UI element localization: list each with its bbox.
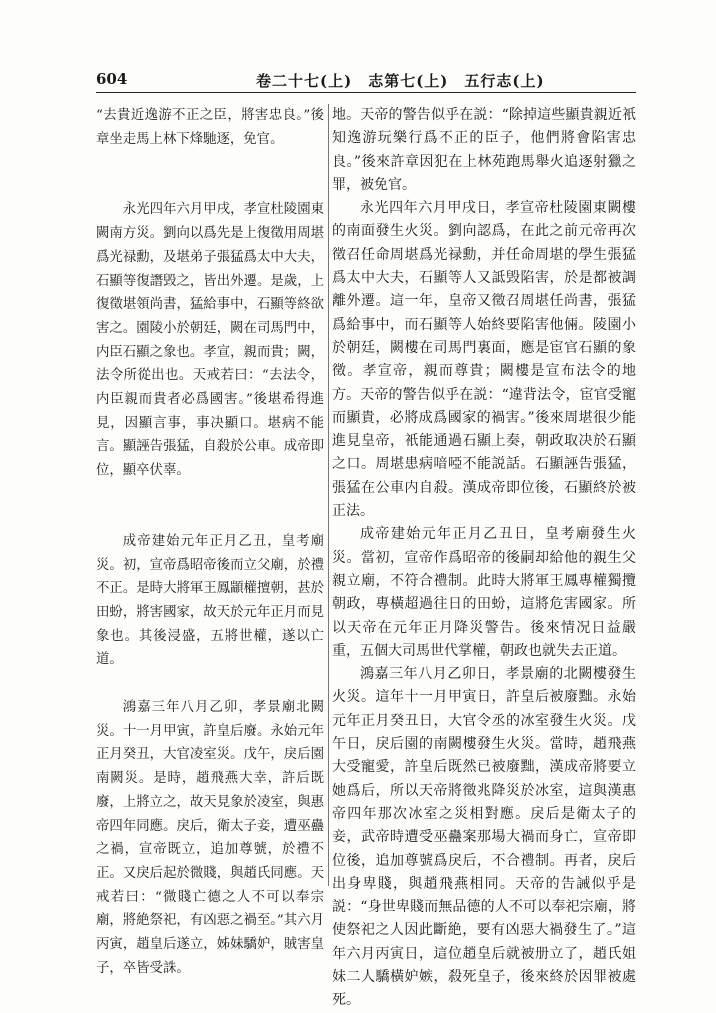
paragraph-gap [96,151,324,198]
classical-paragraph: 成帝建始元年正月乙丑，皇考廟災。初，宣帝爲昭帝後而立父廟，於禮不正。是時大將軍王鳳顓權擅朝，甚於田蚡，將害國家，故天於元年正月而見象也。其後浸盛，五將世權，遂以亡道。 [96,533,324,668]
classical-paragraph: “去貴近逸游不正之臣，將害忠良。”後章坐走馬上林下烽馳逐，免官。 [96,108,324,147]
classical-paragraph: 鴻嘉三年八月乙卯，孝景廟北闕災。十一月甲寅，許皇后廢。永始元年正月癸丑，大官凌室災。戊午，戾后園南闕災。是時，趙飛燕大幸，許后既廢，上將立之，故天見象於凌室，與惠帝四年同應。戾后，衛太子妾，遭巫蠱之禍，宣帝既立，追加尊號，於禮不正。又戾后起於微賤，與趙氏同應。天戒若曰：“微賤亡德之人不可以奉宗廟，將絶祭祀，有凶惡之禍至。”其六月丙寅，趙皇后遂立，姊妹驕妒，賊害皇子，卒皆受誅。 [96,700,324,976]
translation-paragraph: 地。天帝的警告似乎在説：“除掉這些顯貴親近衹知逸游玩樂行爲不正的臣子，他們將會陷害忠良。”後來許章因犯在上林苑跑馬舉火追逐射獵之罪，被免官。 [332,107,636,193]
classical-paragraph: 永光四年六月甲戌，孝宣杜陵園東闕南方災。劉向以爲先是上復徵用周堪爲光禄勳，及堪弟子張猛爲太中大夫，石顯等復譖毁之，皆出外遷。是歲，上復徵堪領尚書，猛給事中，石顯等終欲害之。園陵小於朝廷，闕在司馬門中，内臣石顯之象也。孝宣，親而貴；闕，法令所從出也。天戒若曰：“去法令，内臣親而貴者必爲國害。”後堪希得進見，因顯言事，事决顯口。堪病不能言。顯誣告張猛，自殺於公車。成帝即位，顯卒伏辜。 [96,202,324,479]
column-divider [328,104,329,886]
running-header [96,70,636,93]
translation-column [332,104,636,1013]
paragraph-gap [96,483,324,530]
translation-paragraph: 成帝建始元年正月乙丑日，皇考廟發生火災。當初，宣帝作爲昭帝的後嗣却給他的親生父親立廟，不符合禮制。此時大將軍王鳳專權獨攬朝政，專橫超過往日的田蚡，這將危害國家。所以天帝在元年正月降災警告。後來情况日益嚴重，五個大司馬世代掌權，朝政也就失去正道。 [332,526,636,659]
paragraph-gap [96,672,324,696]
original-text-column [96,104,324,981]
chapter-title: 卷二十七(上) 志第七(上) 五行志(上) [256,72,545,90]
translation-paragraph: 鴻嘉三年八月乙卯日，孝景廟的北闕樓發生火災。這年十一月甲寅日，許皇后被廢黜。永始元年正月癸丑日，大官令丞的冰室發生火災。戊午日，戾后園的南闕樓發生火災。當時，趙飛燕大受寵愛，許皇后既然已被廢黜，漢成帝將要立她爲后，所以天帝將徵兆降災於冰室，這與漢惠帝四年那次冰室之災相對應。戾后是衛太子的妾，武帝時遭受巫蠱案那場大禍而身亡，宣帝即位後，追加尊號爲戾后，不合禮制。再者，戾后出身卑賤，與趙飛燕相同。天帝的告誡似乎是説：“身世卑賤而無品德的人不可以奉祀宗廟，將使祭祀之人因此斷絶，要有凶惡大禍發生了。”這年六月丙寅日，這位趙皇后就被册立了，趙氏姐妹二人驕橫妒嫉，殺死皇子，後來終於因罪被處死。 [332,666,636,1009]
translation-paragraph: 永光四年六月甲戌日，孝宣帝杜陵園東闕樓的南面發生火災。劉向認爲，在此之前元帝再次徵召任命周堪爲光禄勳，并任命周堪的學生張猛爲太中大夫，石顯等人又詆毁陷害，於是都被調離外遷。這一年，皇帝又徵召周堪任尚書，張猛爲給事中，而石顯等人始終要陷害他倆。陵園小於朝廷，闕樓在司馬門裏面，應是宦官石顯的象徵。孝宣帝，親而尊貴；闕樓是宣布法令的地方。天帝的警告似乎在説：“違背法令，宦官受寵而顯貴，必將成爲國家的禍害。”後來周堪很少能進見皇帝，衹能通過石顯上奏，朝政取决於石顯之口。周堪患病喑啞不能説話。石顯誣告張猛，張猛在公車内自殺。漢成帝即位後，石顯終於被正法。 [332,200,636,520]
page-number: 604 [96,70,128,88]
